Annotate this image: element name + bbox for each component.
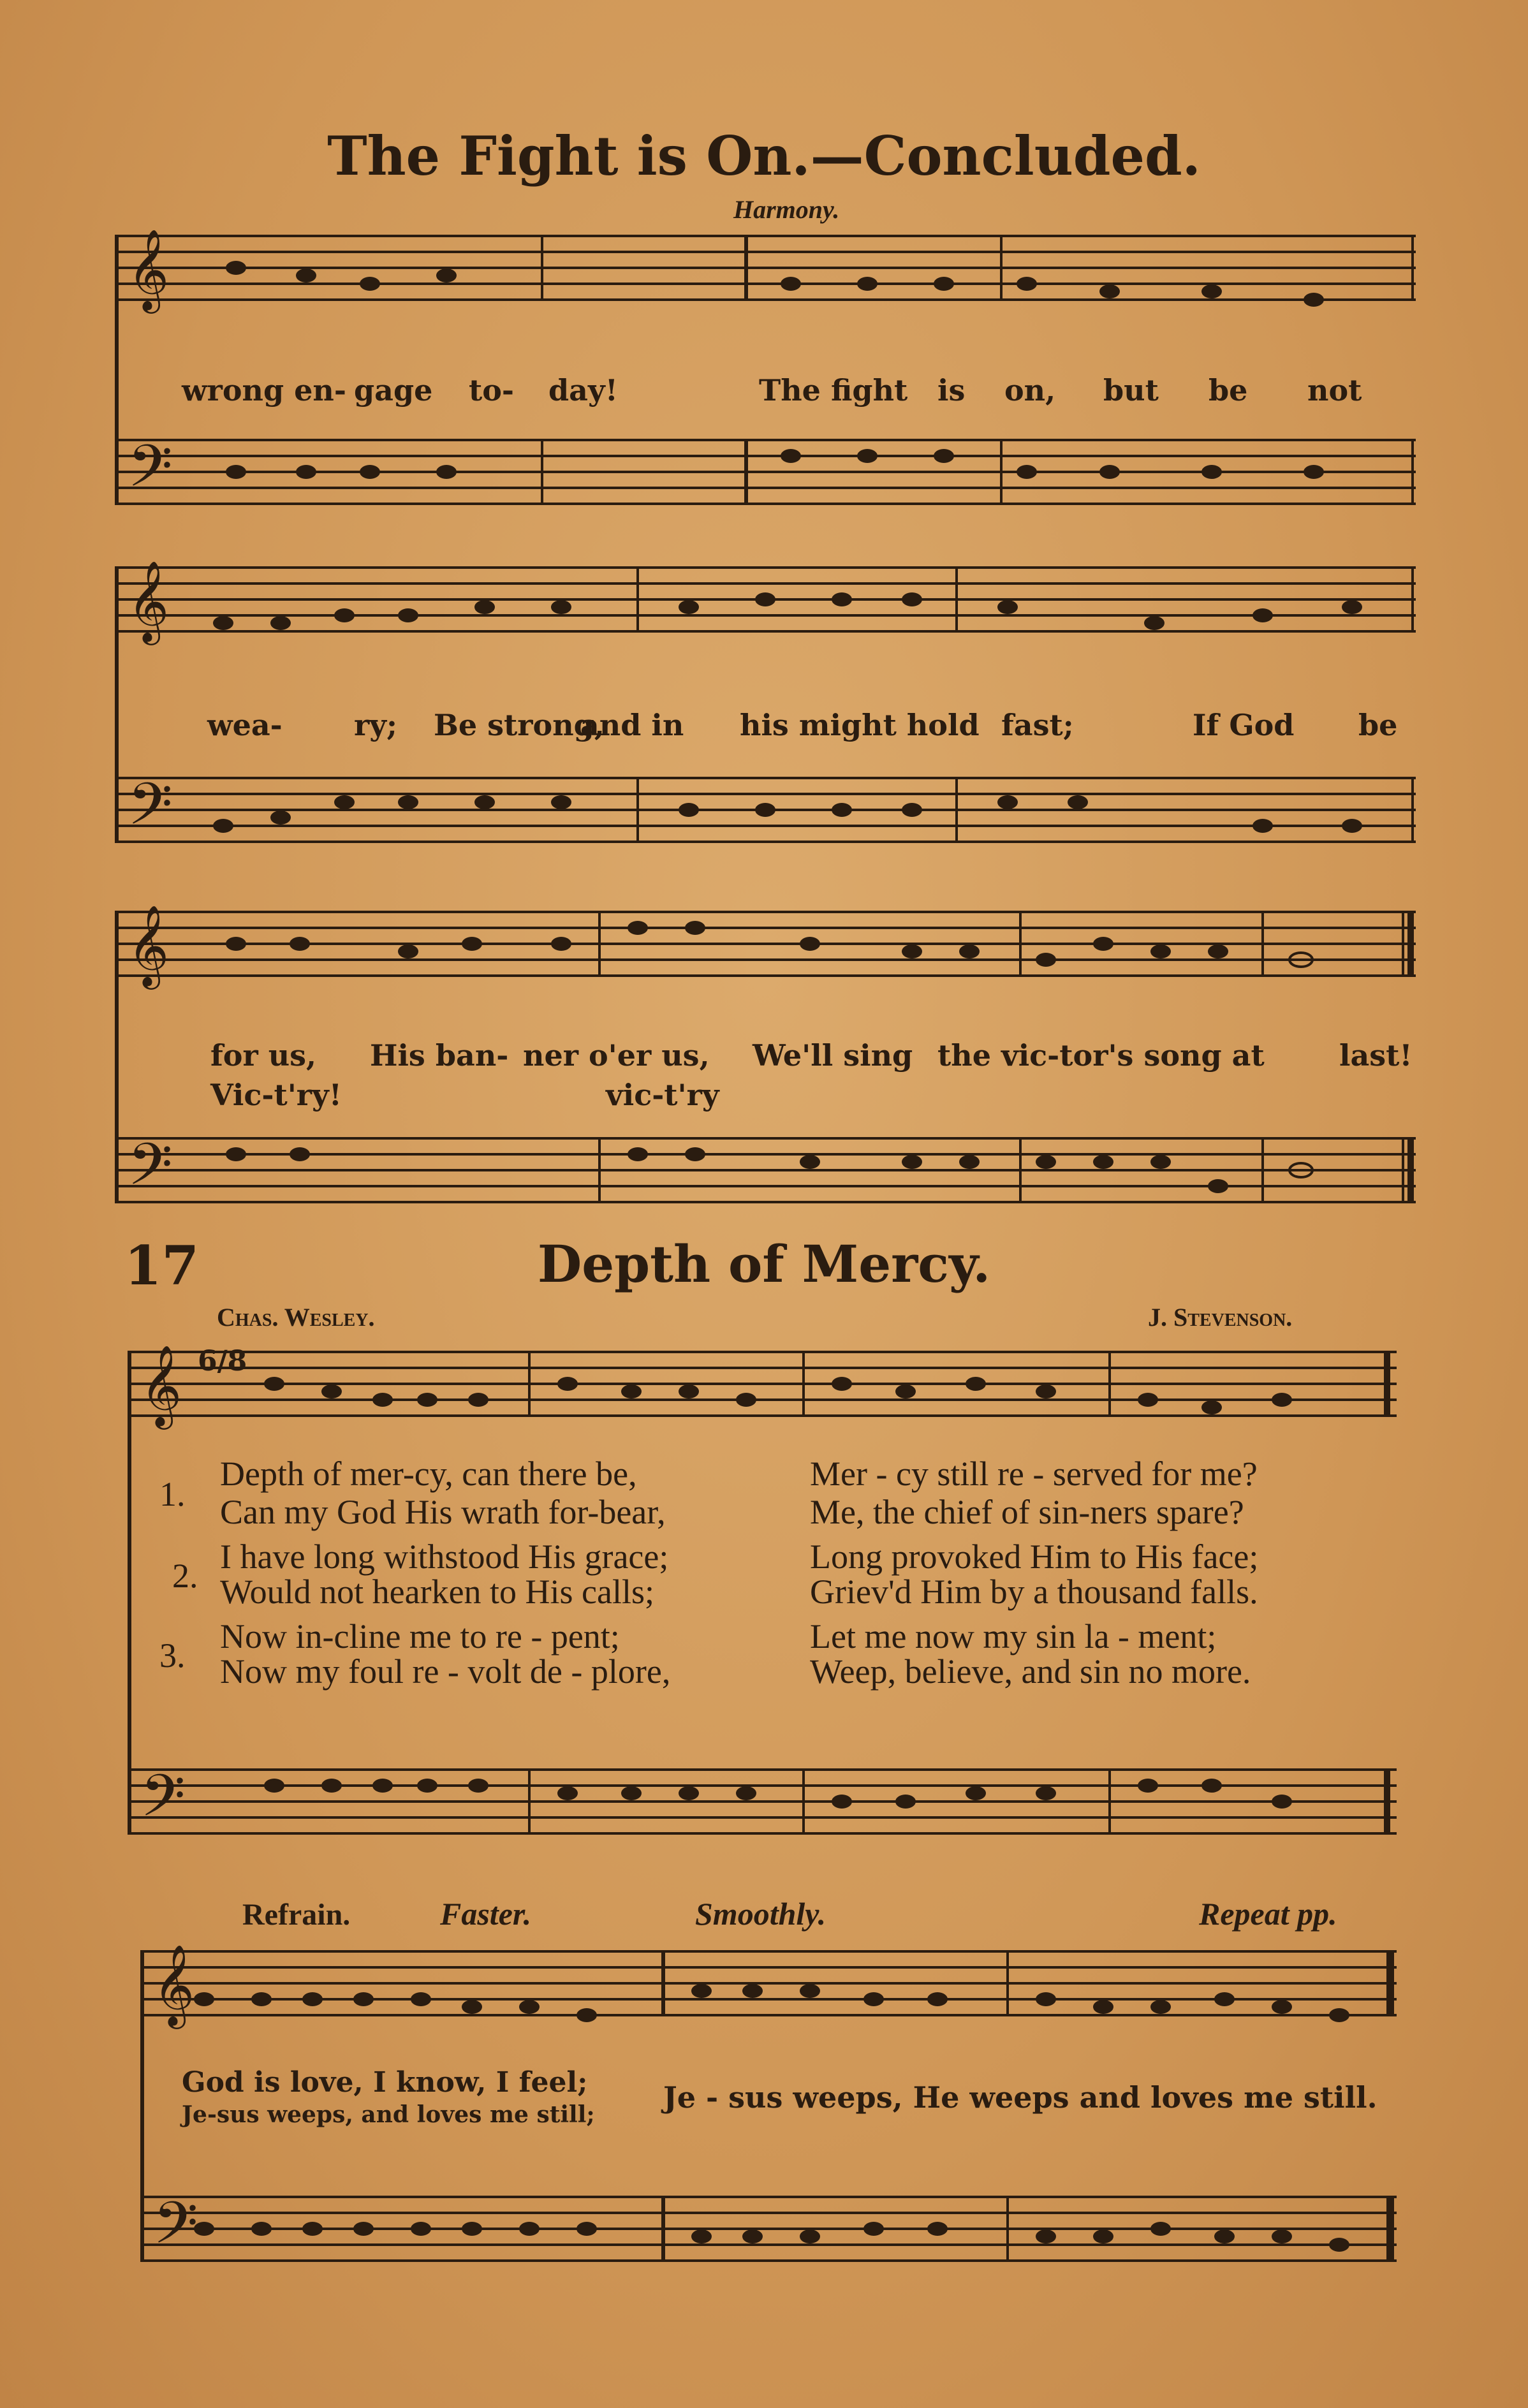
hymn-title: Depth of Mercy. — [537, 1234, 991, 1294]
verse-line: Depth of mer-cy, can there be, — [220, 1455, 637, 1493]
lyric-word: wrong en- — [182, 373, 346, 407]
lyric-word: last! — [1339, 1038, 1413, 1073]
lyric-word: to- — [469, 373, 515, 407]
svg-text:𝄢: 𝄢 — [128, 770, 173, 852]
lyric-word: day! — [548, 373, 618, 407]
lyric-word: Be strong, — [434, 708, 605, 742]
composer: J. Stevenson. — [1148, 1303, 1293, 1332]
lyric-word: and in — [580, 708, 684, 742]
lyric-word: gage — [354, 373, 433, 407]
repeat-label: Repeat pp. — [1199, 1896, 1337, 1932]
verse-line: Long provoked Him to His face; — [810, 1538, 1259, 1576]
lyric-word: the vic-tor's song at — [937, 1038, 1265, 1073]
svg-text:𝄞: 𝄞 — [128, 561, 170, 642]
page-title: The Fight is On.—Concluded. — [327, 124, 1201, 187]
refrain-label: Refrain. — [242, 1898, 351, 1932]
lyric-word-alt: Vic-t'ry! — [210, 1078, 342, 1112]
refrain-line: Je-sus weeps, and loves me still; — [182, 2101, 595, 2128]
svg-text:𝄞: 𝄞 — [140, 1346, 182, 1426]
lyric-word: but — [1103, 373, 1159, 407]
verse-number: 1. — [159, 1475, 186, 1513]
lyric-word: fast; — [1001, 708, 1074, 742]
svg-text:𝄢: 𝄢 — [128, 432, 173, 514]
time-signature: 6/8 — [198, 1345, 247, 1377]
verse-line: I have long withstood His grace; — [220, 1538, 669, 1576]
verse-line: Me, the chief of sin-ners spare? — [810, 1493, 1244, 1531]
svg-text:𝄢: 𝄢 — [153, 2189, 198, 2271]
refrain-end: Je - sus weeps, He weeps and loves me still. — [663, 2080, 1377, 2115]
lyric-word: ry; — [354, 708, 397, 742]
lyric-word: on, — [1004, 373, 1056, 407]
lyric-word: His ban- — [370, 1038, 509, 1073]
lyric-word: We'll sing — [753, 1038, 913, 1073]
refrain-line: God is love, I know, I feel; — [182, 2066, 588, 2099]
verse-line: Would not hearken to His calls; — [220, 1573, 655, 1611]
tempo-faster: Faster. — [440, 1896, 532, 1932]
verse-line: Can my God His wrath for-bear, — [220, 1493, 666, 1531]
tempo-smoothly: Smoothly. — [695, 1896, 826, 1932]
svg-text:𝄞: 𝄞 — [128, 230, 170, 310]
svg-text:𝄢: 𝄢 — [140, 1762, 186, 1844]
verse-line: Mer - cy still re - served for me? — [810, 1455, 1258, 1493]
lyric-word: The fight — [759, 373, 908, 407]
hymn-number: 17 — [124, 1234, 199, 1297]
verse-line: Griev'd Him by a thousand falls. — [810, 1573, 1258, 1611]
lyric-word: not — [1307, 373, 1362, 407]
author: Chas. Wesley. — [217, 1303, 375, 1332]
verse-line: Now in-cline me to re - pent; — [220, 1617, 620, 1656]
verse-line: Let me now my sin la - ment; — [810, 1617, 1217, 1656]
svg-text:𝄞: 𝄞 — [128, 906, 170, 986]
lyric-word: wea- — [207, 708, 283, 742]
lyric-word: is — [937, 373, 966, 407]
lyric-word-alt: vic-t'ry — [606, 1078, 719, 1112]
verse-number: 2. — [172, 1557, 198, 1595]
verse-line: Weep, believe, and sin no more. — [810, 1652, 1251, 1691]
harmony-label: Harmony. — [733, 195, 840, 224]
lyric-word: his might hold — [740, 708, 980, 742]
lyric-word: be — [1208, 373, 1248, 407]
lyric-word: for us, — [210, 1038, 317, 1073]
lyric-word: If God — [1193, 708, 1295, 742]
svg-text:𝄞: 𝄞 — [153, 1945, 195, 2025]
verse-line: Now my foul re - volt de - plore, — [220, 1652, 671, 1691]
lyric-word: be — [1358, 708, 1398, 742]
lyric-word: ner o'er us, — [523, 1038, 710, 1073]
verse-number: 3. — [159, 1636, 186, 1675]
svg-text:𝄢: 𝄢 — [128, 1131, 173, 1212]
